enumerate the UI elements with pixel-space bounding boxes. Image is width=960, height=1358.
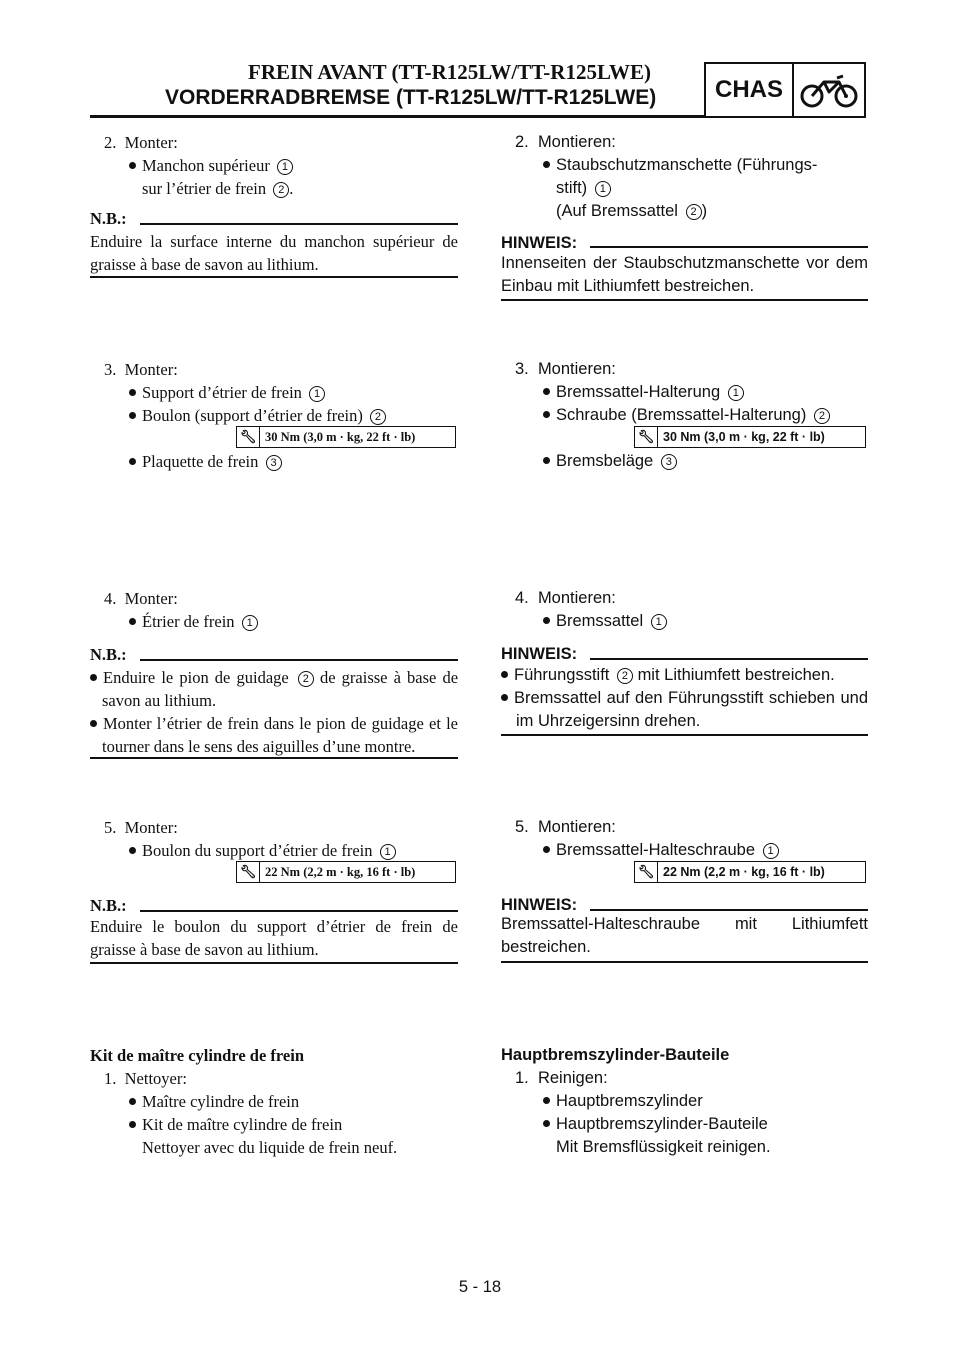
fr-note-2-head: N.B.: [90, 645, 127, 664]
de-step-3: 3. Montieren: Bremssattel-Halterung 1 Schraube (Bremssattel-Halterung) 2 [515, 358, 875, 427]
bullet-icon [543, 411, 550, 418]
chas-badge [704, 62, 866, 118]
bullet-icon [129, 412, 136, 419]
bullet-icon [90, 720, 97, 727]
bullet-icon [543, 1097, 550, 1104]
ref-number: 1 [763, 843, 779, 859]
note-rule [501, 299, 868, 301]
bullet-icon [129, 1121, 136, 1128]
note-line [590, 246, 868, 248]
note-rule [501, 734, 868, 736]
fr-step-5: 5. Monter: Boulon du support d’étrier de frein 1 [104, 816, 464, 862]
header-rule [90, 115, 704, 118]
ref-number: 2 [298, 671, 314, 687]
fr-note-1-head: N.B.: [90, 209, 127, 228]
bullet-icon [129, 389, 136, 396]
ref-number: 3 [266, 455, 282, 471]
bullet-icon [543, 846, 550, 853]
torque-wrench-icon: 🔧︎ [635, 862, 658, 882]
bullet-icon [90, 674, 97, 681]
fr-torque-1: 🔧︎ 30 Nm (3,0 m · kg, 22 ft · lb) [236, 426, 456, 448]
ref-number: 2 [686, 204, 702, 220]
ref-number: 1 [277, 159, 293, 175]
fr-note-1-text: Enduire la surface interne du manchon supérieur de graisse à base de savon au lithium. [90, 232, 458, 274]
ref-number: 3 [661, 454, 677, 470]
de-note-1-head: HINWEIS: [501, 234, 578, 252]
fr-note-3-text: Enduire le boulon du support d’étrier de frein de graisse à base de savon au lithium. [90, 917, 458, 959]
ref-number: 1 [728, 385, 744, 401]
bullet-icon [129, 618, 136, 625]
note-line [590, 658, 868, 660]
fr-kit: Kit de maître cylindre de frein 1. Nettoyer: Maître cylindre de frein Kit de maître cylindre de frein Nettoyer avec du liquide de frein neuf. [90, 1046, 398, 1157]
de-note-2-text: Führungsstift 2 mit Lithiumfett bestreichen. Bremssattel auf den Führungsstift schieben und im Uhrzeigersinn drehen. [501, 664, 868, 733]
fr-note-3-head: N.B.: [90, 896, 127, 915]
note-rule [501, 961, 868, 963]
de-note-3-head: HINWEIS: [501, 896, 578, 914]
bullet-icon [543, 388, 550, 395]
ref-number: 1 [651, 614, 667, 630]
fr-step-4: 4. Monter: Étrier de frein 1 [104, 587, 464, 633]
de-step-2: 2. Montieren: Staubschutzmanschette (Führungs- stift) 1 (Auf Bremssattel 2 ) [515, 133, 818, 220]
bullet-icon [129, 1098, 136, 1105]
fr-step-3: 3. Monter: Support d’étrier de frein 1 Boulon (support d’étrier de frein) 2 [104, 358, 464, 427]
de-torque-2: 🔧︎ 22 Nm (2,2 m · kg, 16 ft · lb) [634, 861, 866, 883]
fr-step-3-item3: Plaquette de frein 3 [129, 450, 282, 473]
de-note-2-head: HINWEIS: [501, 645, 578, 663]
chas-label: CHAS [706, 64, 794, 116]
de-step-5: 5. Montieren: Bremssattel-Halteschraube 1 [515, 816, 875, 862]
ref-number: 1 [309, 386, 325, 402]
bullet-icon [129, 458, 136, 465]
note-line [140, 910, 458, 912]
bullet-icon [543, 161, 550, 168]
torque-wrench-icon: 🔧︎ [635, 427, 658, 447]
ref-number: 1 [380, 844, 396, 860]
bullet-icon [501, 694, 508, 701]
title-de: VORDERRADBREMSE (TT-R125LW/TT-R125LWE) [165, 86, 657, 109]
bullet-icon [129, 162, 136, 169]
fr-torque-2: 🔧︎ 22 Nm (2,2 m · kg, 16 ft · lb) [236, 861, 456, 883]
torque-wrench-icon: 🔧︎ [237, 427, 260, 447]
page-number: 5 - 18 [458, 1278, 502, 1296]
ref-number: 2 [273, 182, 289, 198]
note-line [140, 659, 458, 661]
bullet-icon [129, 847, 136, 854]
ref-number: 2 [814, 408, 830, 424]
note-rule [90, 757, 458, 759]
ref-number: 1 [242, 615, 258, 631]
motorcycle-icon [794, 64, 864, 116]
de-note-3-text: Bremssattel-Halteschraube mit Lithiumfett bestreichen. [501, 915, 868, 956]
note-rule [90, 962, 458, 964]
de-torque-1: 🔧︎ 30 Nm (3,0 m · kg, 22 ft · lb) [634, 426, 866, 448]
note-line [590, 909, 868, 911]
de-kit: Hauptbremszylinder-Bauteile 1. Reinigen: Hauptbremszylinder Hauptbremszylinder-Bauteile Mit Bremsflüssigkeit reinigen. [501, 1046, 771, 1156]
fr-step-2: 2. Monter: Manchon supérieur 1 sur l’étrier de frein 2 . [104, 133, 294, 198]
torque-wrench-icon: 🔧︎ [237, 862, 260, 882]
bullet-icon [501, 671, 508, 678]
fr-note-2-text: Enduire le pion de guidage 2 de graisse à base de savon au lithium. Monter l’étrier de frein dans le pion de guidage et le tourner dans le sens des aiguilles d’une montre. [90, 666, 458, 758]
bullet-icon [543, 617, 550, 624]
ref-number: 2 [370, 409, 386, 425]
bullet-icon [543, 457, 550, 464]
title-fr: FREIN AVANT (TT-R125LW/TT-R125LWE) [248, 60, 652, 84]
ref-number: 2 [617, 668, 633, 684]
de-step-3-item3: Bremsbeläge 3 [543, 450, 677, 473]
de-note-1-text: Innenseiten der Staubschutzmanschette vor dem Einbau mit Lithiumfett bestreichen. [501, 254, 868, 295]
ref-number: 1 [595, 181, 611, 197]
note-rule [90, 276, 458, 278]
bullet-icon [543, 1120, 550, 1127]
de-step-4: 4. Montieren: Bremssattel 1 [515, 587, 875, 633]
note-line [140, 223, 458, 225]
